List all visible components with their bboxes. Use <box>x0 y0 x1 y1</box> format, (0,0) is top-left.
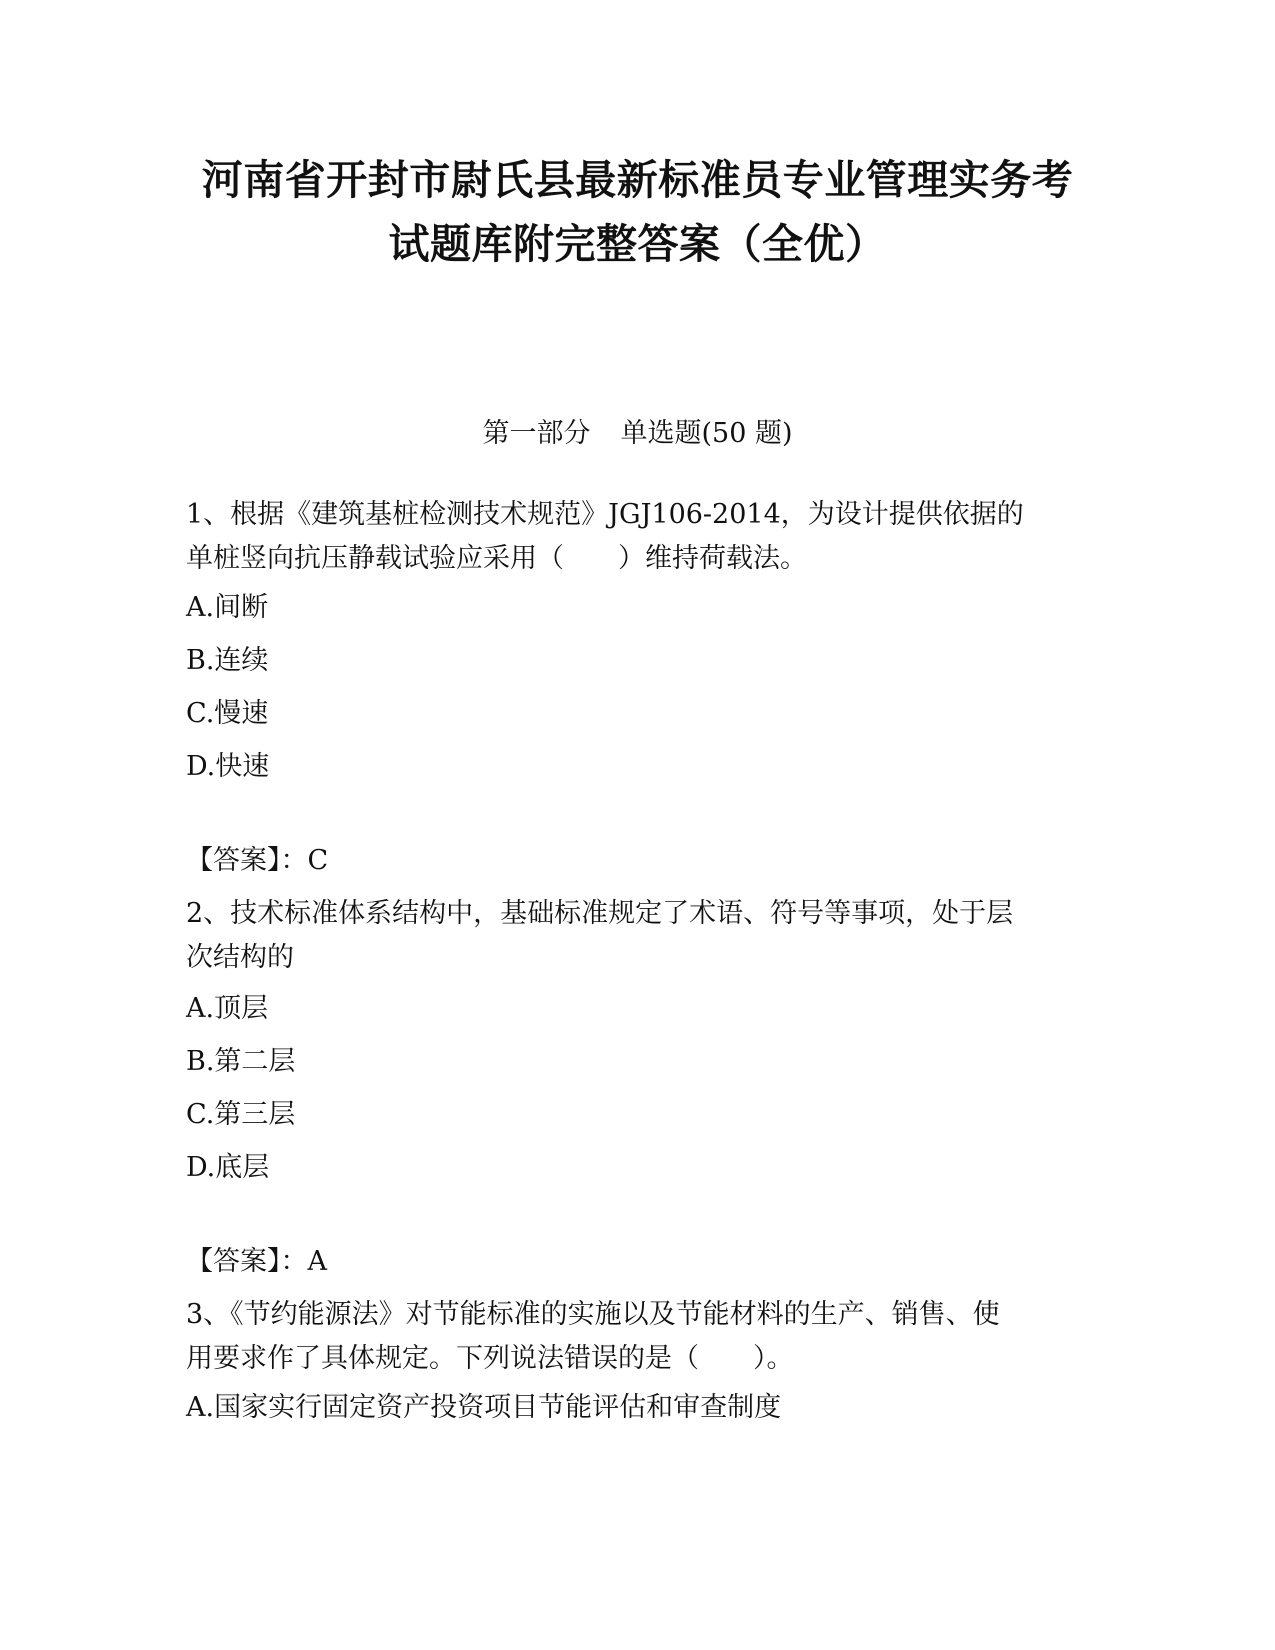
question-3-stem <box>186 1293 1086 1381</box>
question-2-option-b: B.第二层 <box>186 1046 296 1077</box>
question-1-option-d: D.快速 <box>186 751 270 782</box>
question-2-stem-line-2: 次结构的 <box>186 942 294 973</box>
question-3-stem-line-2: 用要求作了具体规定。下列说法错误的是（ ）。 <box>186 1343 794 1374</box>
title-line-2: 试题库附完整答案（全优） <box>388 220 887 268</box>
question-2-stem <box>186 892 1086 980</box>
section-heading <box>0 416 1275 452</box>
question-3-option-a: A.国家实行固定资产投资项目节能评估和审查制度 <box>186 1392 782 1423</box>
section-part-label: 第一部分 <box>482 418 591 449</box>
question-1-stem-line-2: 单桩竖向抗压静载试验应采用（ ）维持荷载法。 <box>186 543 807 574</box>
document-title <box>150 148 1125 276</box>
title-line-1: 河南省开封市尉氏县最新标准员专业管理实务考 <box>201 156 1074 204</box>
question-1-stem-line-1: 1、根据《建筑基桩检测技术规范》JGJ106-2014，为设计提供依据的 <box>186 499 1024 530</box>
question-2-stem-line-1: 2、技术标准体系结构中，基础标准规定了术语、符号等事项，处于层 <box>186 898 1014 929</box>
question-1-option-a: A.间断 <box>186 592 269 623</box>
section-type-label: 单选题(50 题) <box>620 418 793 449</box>
question-2-option-a: A.顶层 <box>186 993 269 1024</box>
question-2-option-c: C.第三层 <box>186 1099 296 1130</box>
question-2-answer: 【答案】：A <box>186 1246 327 1277</box>
question-2-option-d: D.底层 <box>186 1152 270 1183</box>
question-1-option-b: B.连续 <box>186 645 269 676</box>
question-1-stem <box>186 493 1086 581</box>
question-1-option-c: C.慢速 <box>186 698 269 729</box>
question-3-stem-line-1: 3、《节约能源法》对节能标准的实施以及节能材料的生产、销售、使 <box>186 1299 1000 1330</box>
question-1-answer: 【答案】：C <box>186 845 329 876</box>
